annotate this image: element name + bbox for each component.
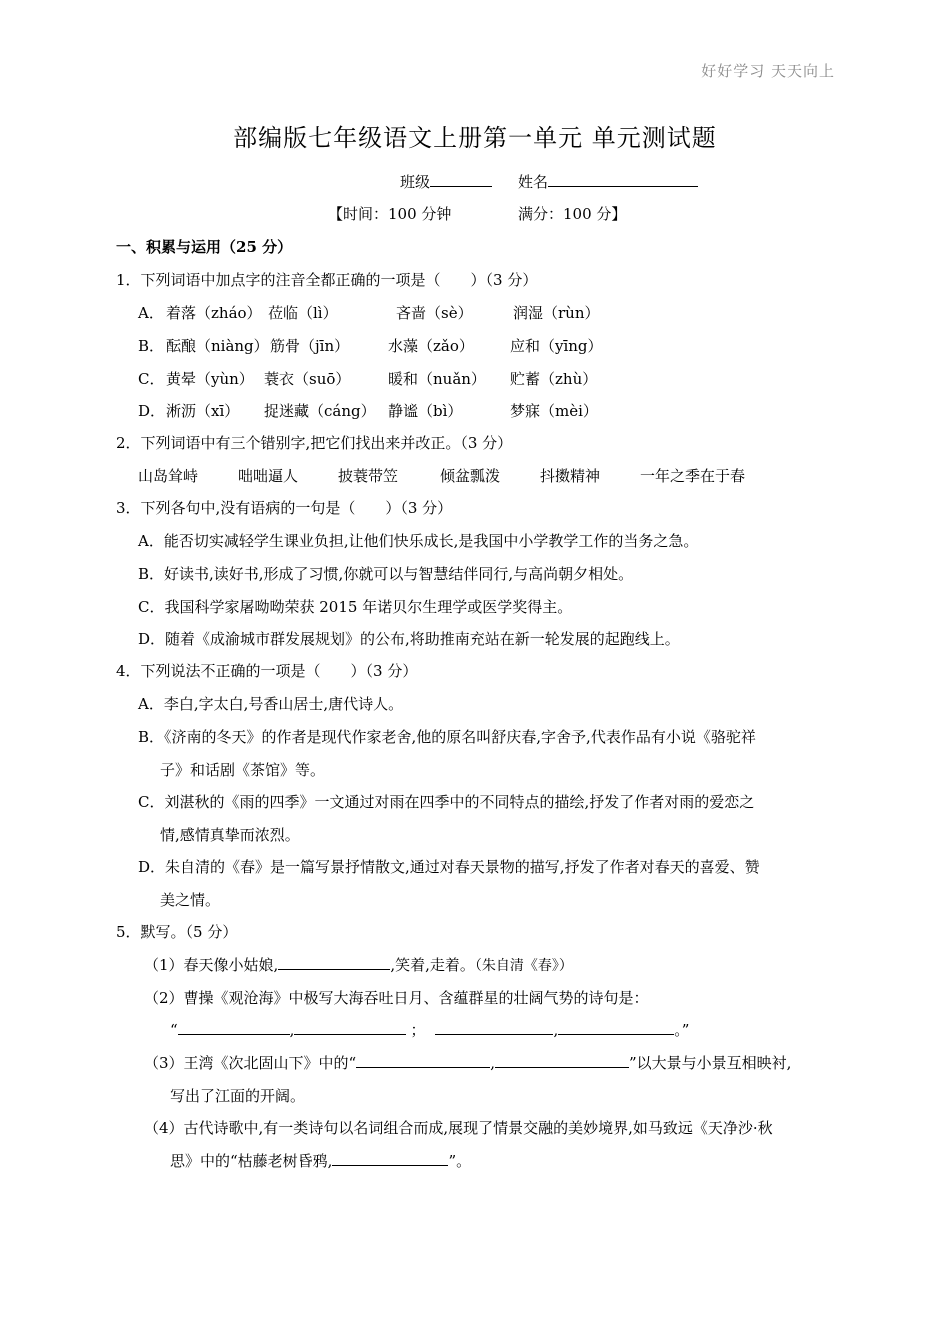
answer-blank[interactable]	[356, 1053, 490, 1068]
option-item: 暖和（nuǎn）	[388, 370, 486, 388]
option-label: A．	[138, 304, 164, 322]
option-item: 水藻（zǎo）	[388, 337, 474, 355]
q5-p1-text: （1）春天像小姑娘,	[144, 956, 279, 974]
quote-mark: “	[170, 1021, 178, 1039]
answer-blank[interactable]	[558, 1020, 674, 1035]
option-item: 静谧（bì）	[388, 402, 463, 420]
punct: ；	[410, 1021, 426, 1039]
q5-part2-blanks	[170, 1019, 689, 1040]
q5-p1-source: （朱自清《春》）	[474, 958, 573, 974]
class-field	[400, 171, 492, 192]
q3-stem: 3．下列各句中,没有语病的一句是（ ）（3 分）	[116, 499, 453, 517]
option-item: 黄晕（yùn）	[166, 370, 254, 388]
option-item: 淅沥（xī）	[166, 402, 240, 420]
q5-part4-cont	[170, 1150, 471, 1171]
q5-part3	[144, 1052, 791, 1073]
option-label: C．	[138, 370, 165, 388]
answer-blank[interactable]	[294, 1020, 406, 1035]
option-item: 梦寐（mèi）	[510, 402, 598, 420]
q5-p3-text: ”以大景与小景互相映衬,	[629, 1054, 792, 1072]
q4-option-d-cont: 美之情。	[160, 891, 221, 909]
q4-option-b-cont: 子》和话剧《茶馆》等。	[160, 761, 326, 779]
q5-part1	[144, 954, 573, 975]
section-heading: 一、积累与运用（25 分）	[116, 238, 293, 256]
q4-stem: 4．下列说法不正确的一项是（ ）（3 分）	[116, 662, 418, 680]
option-item: 蓑衣（suō）	[264, 370, 351, 388]
answer-blank[interactable]	[278, 955, 390, 970]
q2-word: 一年之季在于春	[640, 467, 746, 485]
name-field	[518, 171, 698, 192]
class-label: 班级	[400, 173, 431, 191]
option-label: B．	[138, 337, 165, 355]
page-title: 部编版七年级语文上册第一单元 单元测试题	[233, 124, 717, 152]
q5-p4-text: 思》中的“枯藤老树昏鸦,	[170, 1152, 333, 1170]
q5-part2: （2）曹操《观沧海》中极写大海吞吐日月、含蕴群星的壮阔气势的诗句是：	[144, 989, 649, 1007]
option-item: 应和（yīng）	[510, 337, 603, 355]
class-blank[interactable]	[430, 172, 492, 187]
option-item: 吝啬（sè）	[396, 304, 473, 322]
q2-word: 倾盆瓢泼	[440, 467, 501, 485]
q3-option-b[interactable]: B．好读书,读好书,形成了习惯,你就可以与智慧结伴同行,与高尚朝夕相处。	[138, 565, 634, 583]
option-item: 贮蓄（zhù）	[510, 370, 598, 388]
name-label: 姓名	[518, 173, 549, 191]
q4-option-c-cont: 情,感情真挚而浓烈。	[160, 826, 300, 844]
q4-option-c[interactable]: C．刘湛秋的《雨的四季》一文通过对雨在四季中的不同特点的描绘,抒发了作者对雨的爱恋之	[138, 793, 755, 811]
q5-stem: 5．默写。（5 分）	[116, 923, 238, 941]
q5-p4-text: ”。	[448, 1152, 472, 1170]
option-item: 捉迷藏（cáng）	[264, 402, 376, 420]
punct: ,	[289, 1021, 295, 1039]
exam-time: 【时间：100 分钟	[328, 205, 452, 223]
exam-score: 满分：100 分】	[518, 205, 627, 223]
q5-part3-cont: 写出了江面的开阔。	[170, 1087, 306, 1105]
punct: ,	[490, 1054, 495, 1072]
quote-mark: 。”	[674, 1021, 690, 1039]
q3-option-c[interactable]: C．我国科学家屠呦呦荣获 2015 年诺贝尔生理学或医学奖得主。	[138, 598, 573, 616]
option-item: 着落（zháo）	[166, 304, 262, 322]
answer-blank[interactable]	[332, 1151, 448, 1166]
q1-stem: 1．下列词语中加点字的注音全都正确的一项是（ ）（3 分）	[116, 271, 538, 289]
option-label: D．	[138, 402, 166, 420]
q2-word: 披蓑带笠	[338, 467, 399, 485]
answer-blank[interactable]	[495, 1053, 629, 1068]
q4-option-d[interactable]: D．朱自清的《春》是一篇写景抒情散文,通过对春天景物的描写,抒发了作者对春天的喜爱、赞	[138, 858, 760, 876]
q5-part4: （4）古代诗歌中,有一类诗句以名词组合而成,展现了情景交融的美妙境界,如马致远《天净沙·秋	[144, 1119, 773, 1137]
option-item: 润湿（rùn）	[513, 304, 600, 322]
q2-word: 山岛耸峙	[138, 467, 199, 485]
header-motto: 好好学习 天天向上	[701, 62, 835, 80]
name-blank[interactable]	[548, 172, 698, 187]
q2-word: 咄咄逼人	[238, 467, 299, 485]
q4-option-a[interactable]: A．李白,字太白,号香山居士,唐代诗人。	[138, 695, 404, 713]
answer-blank[interactable]	[178, 1020, 290, 1035]
option-item: 酝酿（niàng）	[166, 337, 269, 355]
q4-option-b[interactable]: B．《济南的冬天》的作者是现代作家老舍,他的原名叫舒庆春,字舍予,代表作品有小说《骆驼祥	[138, 728, 756, 746]
option-item: 莅临（lì）	[268, 304, 338, 322]
answer-blank[interactable]	[435, 1020, 553, 1035]
q5-p1-text: ,笑着,走着。	[390, 956, 475, 974]
q2-word: 抖擞精神	[540, 467, 601, 485]
q3-option-a[interactable]: A．能否切实减轻学生课业负担,让他们快乐成长,是我国中小学教学工作的当务之急。	[138, 532, 699, 550]
option-item: 筋骨（jīn）	[270, 337, 350, 355]
q2-stem: 2．下列词语中有三个错别字,把它们找出来并改正。（3 分）	[116, 434, 513, 452]
q5-p3-text: （3）王湾《次北固山下》中的“	[144, 1054, 357, 1072]
q3-option-d[interactable]: D．随着《成渝城市群发展规划》的公布,将助推南充站在新一轮发展的起跑线上。	[138, 630, 680, 648]
punct: ,	[553, 1021, 559, 1039]
